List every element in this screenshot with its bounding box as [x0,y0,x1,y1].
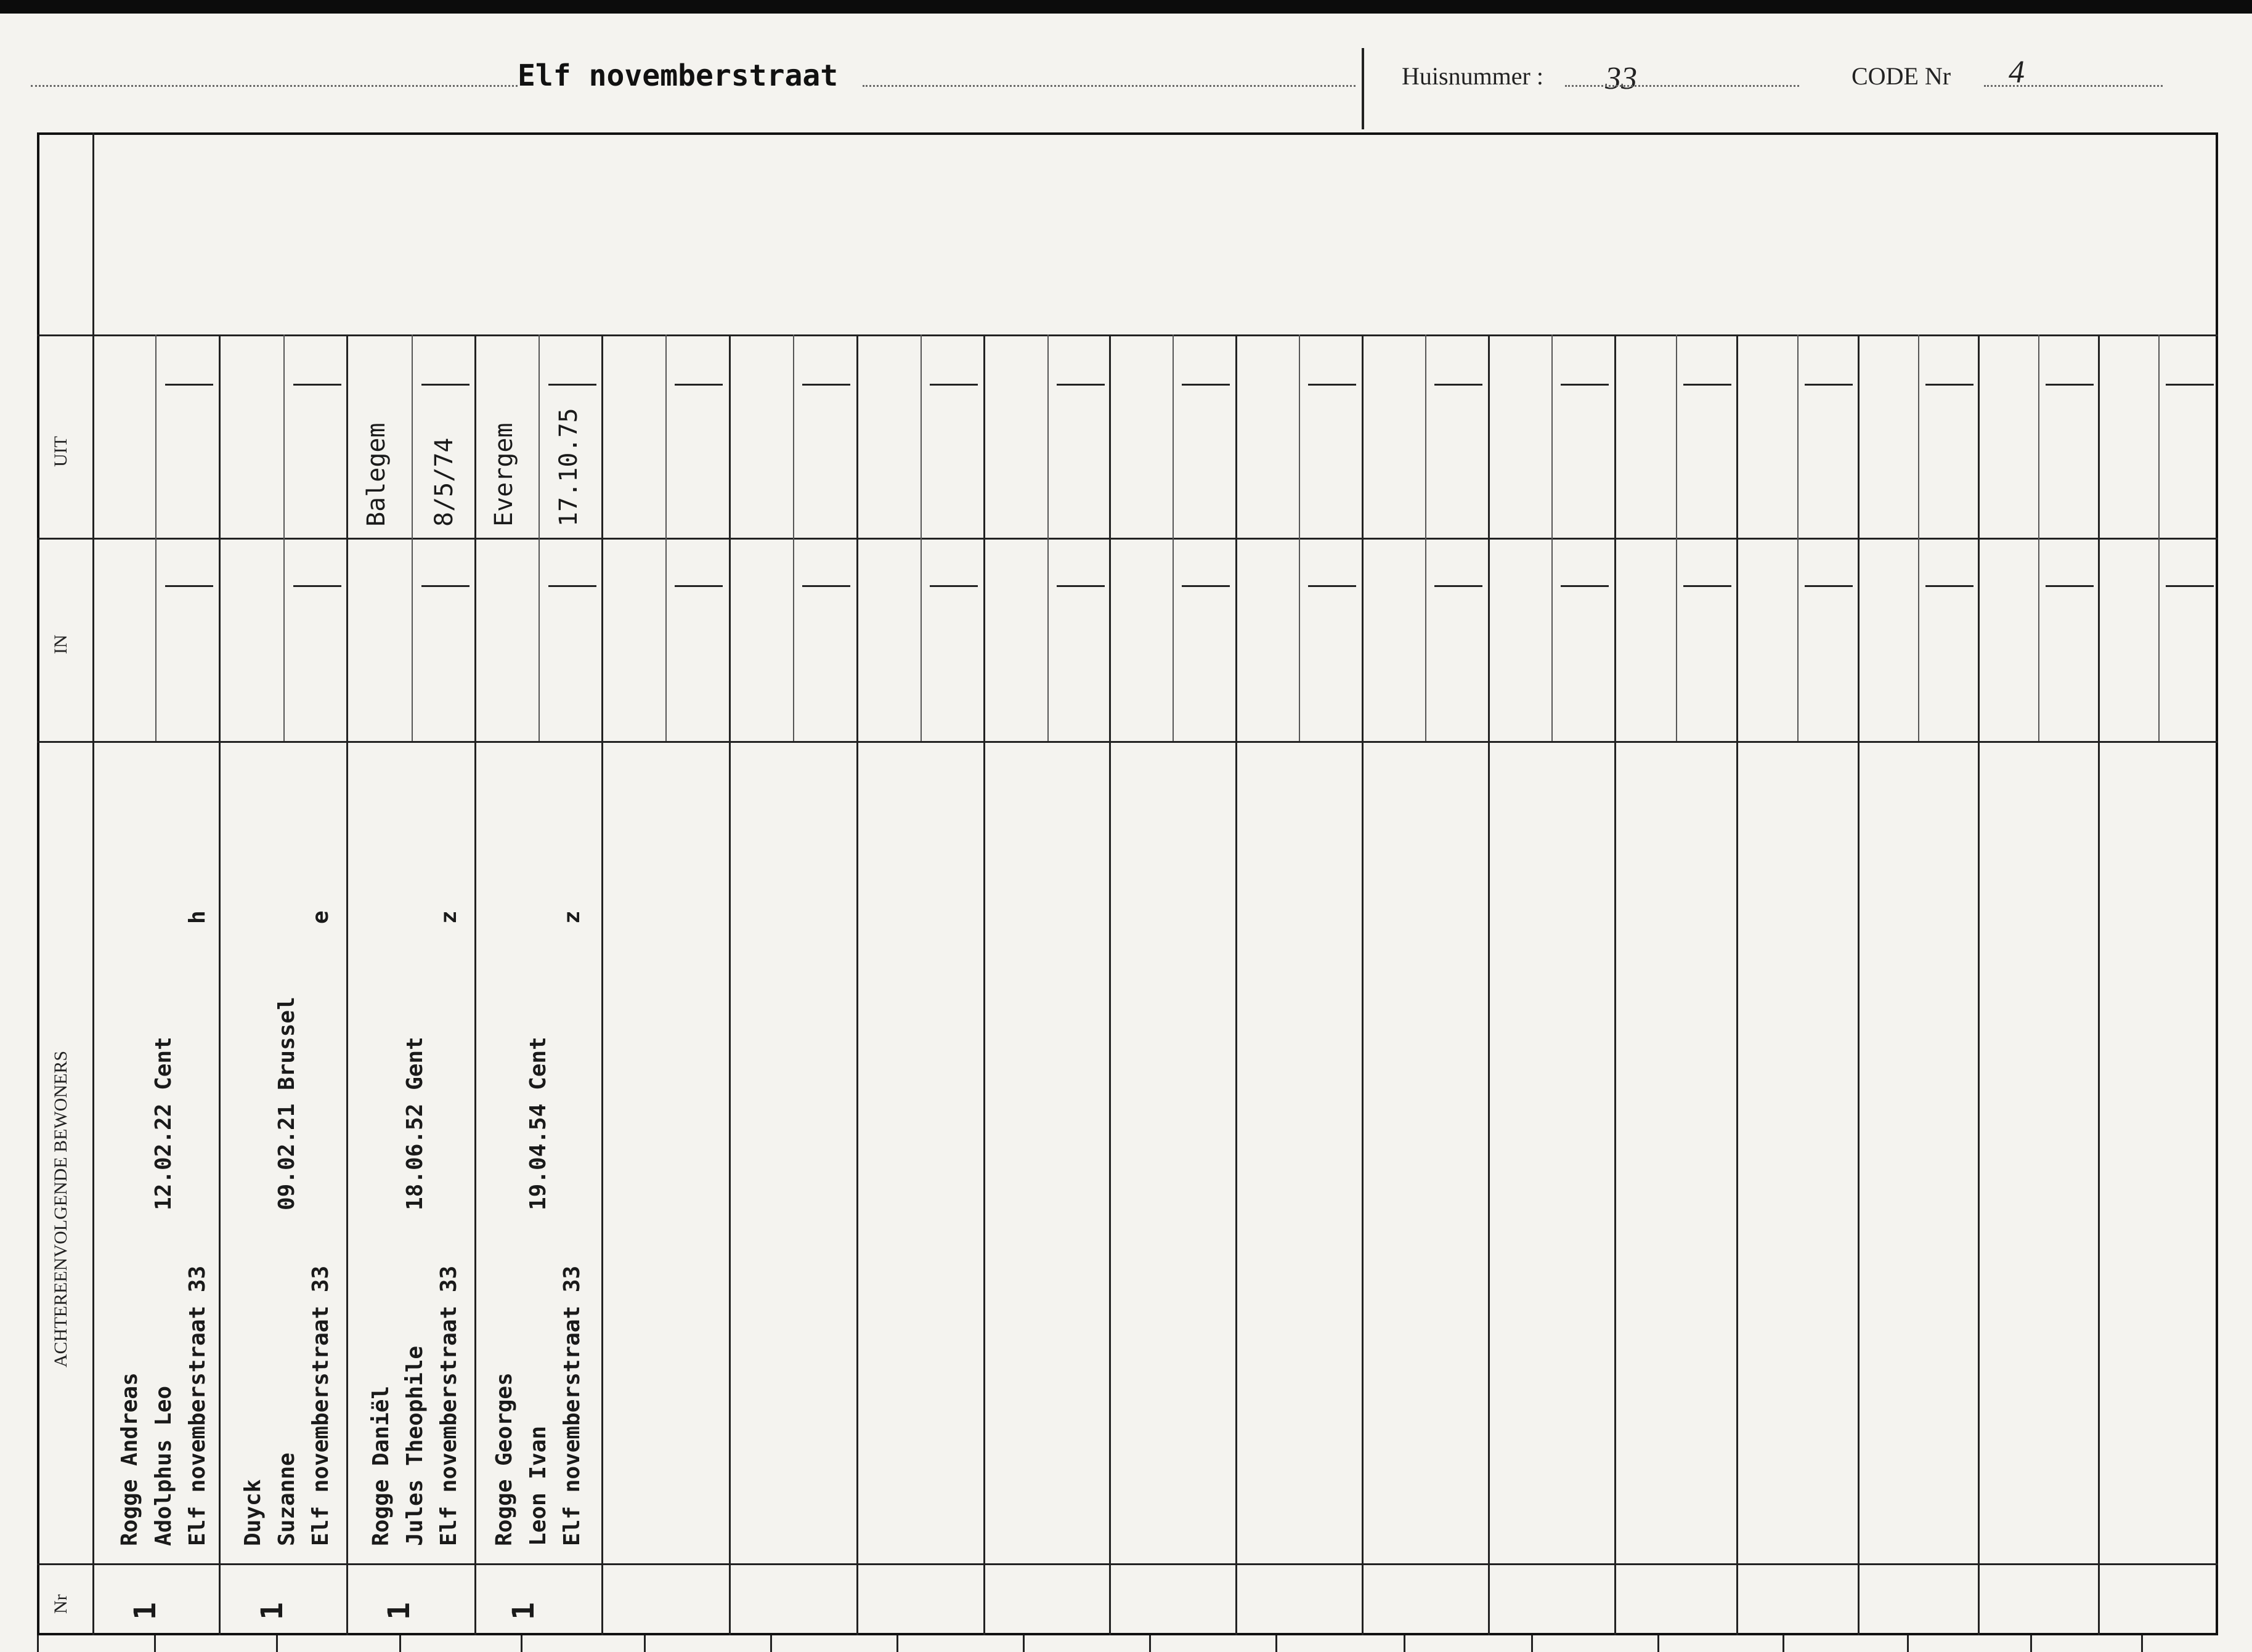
column-separator [729,334,731,1635]
subcolumn-separator [1797,334,1799,741]
uit-dash [802,384,850,386]
resident-address: Elf novemberstraat 33 [559,1265,585,1546]
uit-label: UIT [51,436,71,467]
row-separator [37,538,2218,540]
label-column-separator [92,132,94,1635]
in-dash [1683,585,1731,587]
bottom-tick [2030,1635,2032,1652]
entry-number: 1 [382,1602,417,1620]
resident-address: Elf novemberstraat 33 [436,1265,461,1546]
subcolumn-separator [2038,334,2039,741]
uit-dash [548,384,596,386]
column-separator [2098,334,2100,1635]
resident-surname: Rogge Andreas [117,1372,142,1546]
in-dash [1805,585,1853,587]
resident-given-names: Adolphus Leo [151,1385,176,1546]
bottom-tick [1404,1635,1405,1652]
uit-dash [165,384,213,386]
column-separator [1488,334,1490,1635]
bottom-tick [1149,1635,1151,1652]
subcolumn-separator [412,334,413,741]
uit-dash [2166,384,2214,386]
in-dash [802,585,850,587]
resident-given-names: Suzanne [274,1452,299,1546]
subcolumn-separator [1173,334,1174,741]
subcolumn-separator [155,334,157,741]
column-separator [983,334,985,1635]
header-dotted-line [863,85,1356,88]
subcolumn-separator [793,334,794,741]
header-dotted-line [31,85,518,88]
row-separator [37,741,2218,743]
in-dash [1925,585,1974,587]
uit-dash [1561,384,1609,386]
residents-label: ACHTEREENVOLGENDE BEWONERS [51,1050,71,1367]
bottom-tick [1657,1635,1659,1652]
entry-number: 1 [506,1602,541,1620]
subcolumn-separator [921,334,922,741]
uit-dash [1308,384,1356,386]
in-dash [548,585,596,587]
bottom-tick [1275,1635,1277,1652]
resident-birth: 19.04.54 Cent [526,1037,551,1210]
in-dash [1308,585,1356,587]
entry-number: 1 [255,1602,290,1620]
column-separator [474,334,476,1635]
in-dash [1057,585,1105,587]
resident-given-names: Leon Ivan [526,1425,551,1546]
uit-date: 8/5/74 [430,437,458,527]
resident-birth: 09.02.21 Brussel [274,997,299,1210]
subcolumn-separator [1918,334,1919,741]
in-dash [165,585,213,587]
bottom-tick [1782,1635,1784,1652]
subcolumn-separator [283,334,285,741]
entry-number: 1 [128,1602,163,1620]
bottom-tick [399,1635,401,1652]
header-dotted-line [1984,85,2163,88]
column-separator [1858,334,1860,1635]
column-separator [601,334,603,1635]
uit-date: 17.10.75 [555,408,583,527]
resident-mark: e [308,910,333,924]
in-dash [2046,585,2094,587]
column-separator [856,334,858,1635]
uit-dash [2046,384,2094,386]
header-dotted-line [1565,85,1799,88]
resident-birth: 12.02.22 Cent [151,1037,176,1210]
bottom-tick [154,1635,156,1652]
in-dash [1182,585,1230,587]
bottom-tick [770,1635,772,1652]
bottom-tick [276,1635,278,1652]
uit-dash [675,384,723,386]
in-dash [1434,585,1482,587]
uit-dash [930,384,978,386]
in-label: IN [51,634,71,654]
column-separator [1235,334,1237,1635]
column-separator [1109,334,1111,1635]
resident-address: Elf novemberstraat 33 [308,1265,333,1546]
scan-border [0,0,2252,14]
register-frame [37,132,2218,1635]
subcolumn-separator [665,334,667,741]
resident-given-names: Jules Theophile [402,1345,428,1546]
subcolumn-separator [2158,334,2160,741]
in-dash [1561,585,1609,587]
resident-surname: Duyck [240,1479,266,1546]
bottom-tick [1023,1635,1025,1652]
row-separator [37,334,2218,336]
uit-place: Balegem [362,423,391,527]
house-number-value: 33 [1605,61,1637,96]
resident-surname: Rogge Georges [492,1372,517,1546]
uit-dash [1925,384,1974,386]
house-number-label: Huisnummer : [1402,62,1543,90]
resident-mark: z [559,910,585,924]
nr-label: Nr [51,1594,71,1614]
code-label: CODE Nr [1852,62,1951,90]
uit-dash [293,384,341,386]
uit-dash [1182,384,1230,386]
subcolumn-separator [539,334,540,741]
bottom-tick [2141,1635,2143,1652]
column-separator [1736,334,1738,1635]
subcolumn-separator [1299,334,1300,741]
header-separator [1362,48,1364,129]
subcolumn-separator [1047,334,1049,741]
column-separator [346,334,348,1635]
column-separator [1362,334,1364,1635]
in-dash [293,585,341,587]
subcolumn-separator [1676,334,1677,741]
resident-mark: h [185,910,210,924]
uit-dash [1805,384,1853,386]
in-dash [675,585,723,587]
in-dash [421,585,470,587]
subcolumn-separator [1425,334,1426,741]
in-dash [2166,585,2214,587]
bottom-tick [1907,1635,1909,1652]
code-number-value: 4 [2009,55,2025,90]
column-separator [219,334,221,1635]
street-name: Elf novemberstraat [518,59,839,93]
row-separator [37,1563,2218,1565]
bottom-tick [521,1635,522,1652]
uit-place: Evergem [490,423,518,527]
bottom-tick [896,1635,898,1652]
uit-dash [1683,384,1731,386]
bottom-tick [644,1635,646,1652]
subcolumn-separator [1551,334,1553,741]
uit-dash [1434,384,1482,386]
resident-surname: Rogge Daniël [368,1385,394,1546]
column-separator [1614,334,1616,1635]
resident-address: Elf novemberstraat 33 [185,1265,210,1546]
uit-dash [1057,384,1105,386]
uit-dash [421,384,470,386]
bottom-tick [37,1635,39,1652]
column-separator [1978,334,1980,1635]
resident-birth: 18.06.52 Gent [402,1037,428,1210]
in-dash [930,585,978,587]
bottom-tick [1531,1635,1533,1652]
resident-mark: z [436,910,461,924]
